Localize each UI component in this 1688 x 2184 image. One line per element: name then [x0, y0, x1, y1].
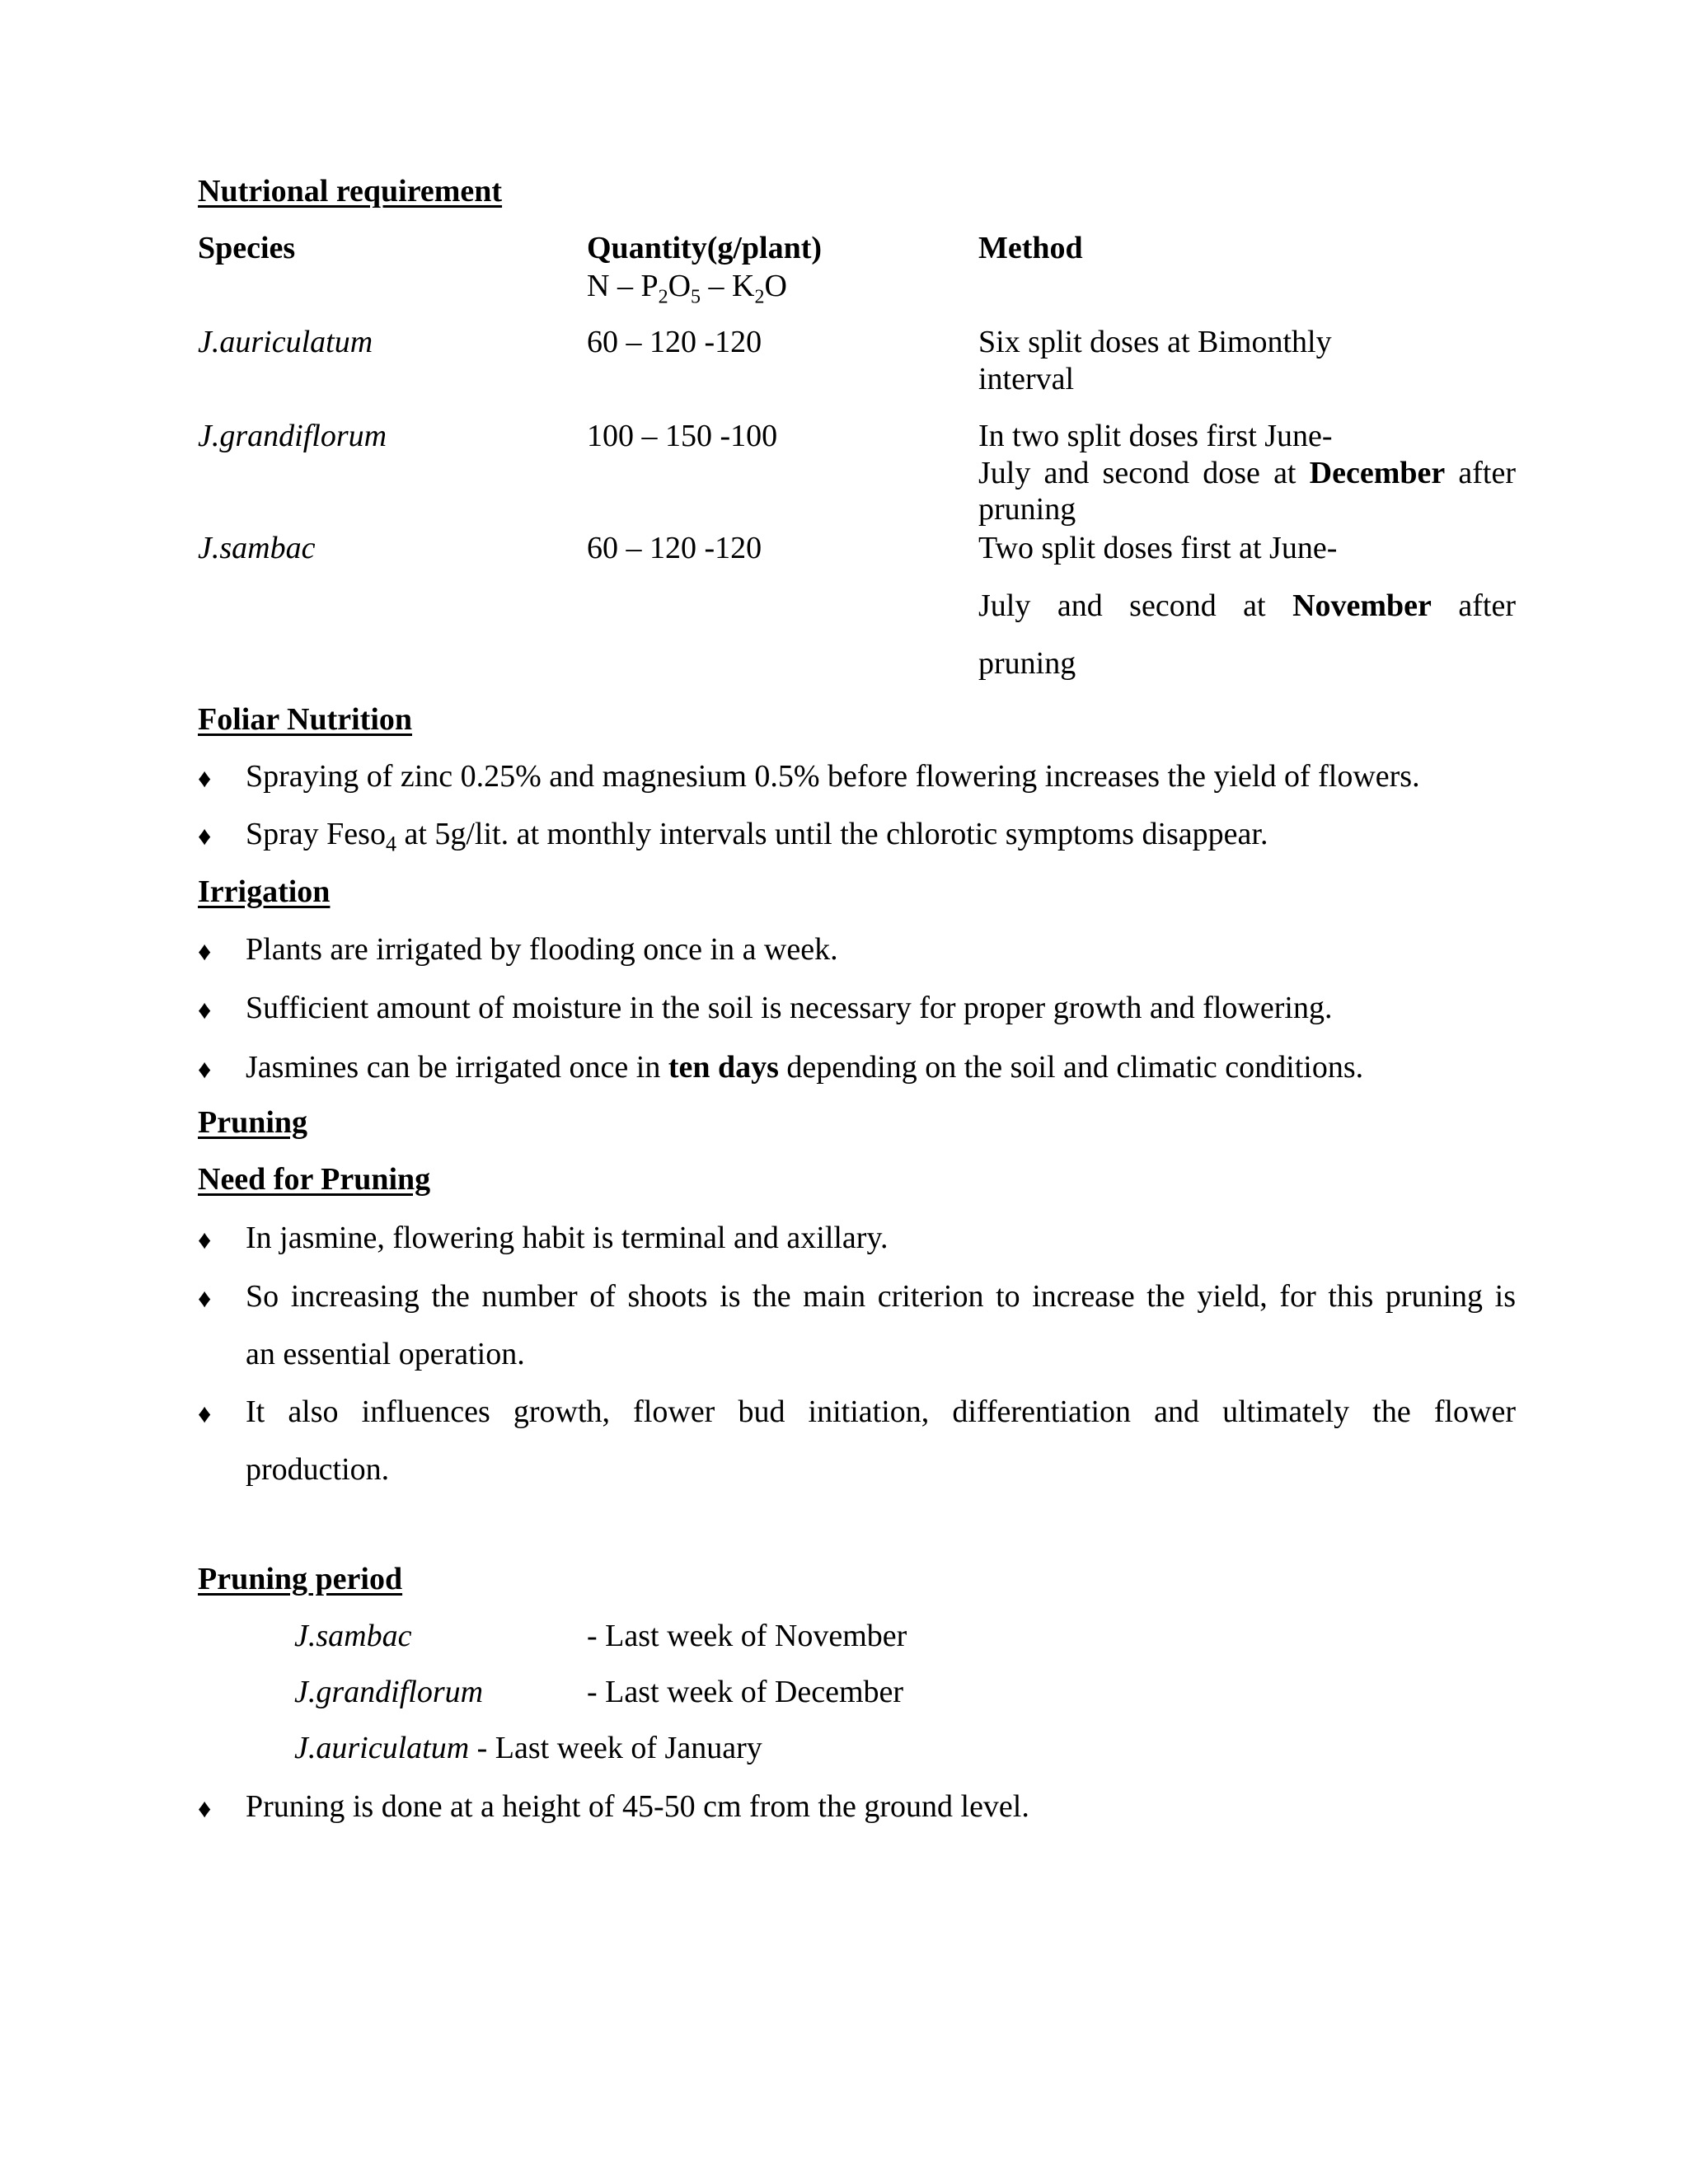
- list-item: It also influences growth, flower bud initiation, differentiation and ultimately the flower: [246, 1394, 1516, 1429]
- bullet-icon: ♦: [198, 1054, 212, 1084]
- col-quantity-formula: N – $P_2O_5 - K_2O$: [587, 269, 787, 308]
- col-quantity-header: Quantity(g/plant): [587, 231, 823, 265]
- irrigation-heading: Irrigation: [198, 874, 331, 909]
- bullet-icon: ♦: [198, 1283, 212, 1313]
- method-cell: pruning: [978, 646, 1076, 681]
- bullet-icon: ♦: [198, 995, 212, 1024]
- period-species: J.sambac: [294, 1619, 412, 1653]
- quantity-cell: 60 – 120 -120: [587, 325, 762, 359]
- method-cell: interval: [978, 362, 1075, 396]
- species-cell: J.sambac: [198, 531, 316, 565]
- list-item: Spraying of zinc 0.25% and magnesium 0.5% before flowering increases the yield of flowers.: [246, 759, 1420, 794]
- method-cell: Two split doses first at June-: [978, 531, 1338, 565]
- list-item: Sufficient amount of moisture in the soil is necessary for proper growth and flowering.: [246, 991, 1333, 1025]
- bullet-icon: ♦: [198, 1225, 212, 1254]
- list-item: In jasmine, flowering habit is terminal and axillary.: [246, 1221, 889, 1255]
- foliar-heading: Foliar Nutrition: [198, 702, 413, 737]
- method-cell: pruning: [978, 492, 1076, 527]
- quantity-cell: 60 – 120 -120: [587, 531, 762, 565]
- period-value: - Last week of December: [587, 1675, 904, 1709]
- pruning-heading: Pruning: [198, 1105, 308, 1140]
- bullet-icon: ♦: [198, 1793, 212, 1823]
- need-for-pruning-heading: Need for Pruning: [198, 1162, 431, 1197]
- pruning-period-heading: Pruning period: [198, 1562, 403, 1596]
- list-item-continuation: an essential operation.: [246, 1337, 525, 1371]
- period-value: - Last week of November: [587, 1619, 907, 1653]
- method-cell: July and second dose at December after: [978, 456, 1517, 490]
- list-item: Jasmines can be irrigated once in ten days depending on the soil and climatic conditions.: [246, 1050, 1364, 1085]
- list-item: Spray Feso$_4$ at 5g/lit. at monthly intervals until the chlorotic symptoms disappear.: [246, 817, 1268, 856]
- method-cell: Six split doses at Bimonthly: [978, 325, 1332, 359]
- bullet-icon: ♦: [198, 821, 212, 851]
- list-item: Plants are irrigated by flooding once in a week.: [246, 932, 838, 967]
- col-method-header: Method: [978, 231, 1083, 265]
- species-cell: J.grandiflorum: [198, 419, 387, 453]
- col-species-header: Species: [198, 231, 296, 265]
- list-item: So increasing the number of shoots is the main criterion to increase the yield, for this pruning is: [246, 1279, 1516, 1314]
- bullet-icon: ♦: [198, 1399, 212, 1428]
- list-item-continuation: production.: [246, 1452, 390, 1487]
- method-cell: In two split doses first June-: [978, 419, 1333, 453]
- bullet-icon: ♦: [198, 763, 212, 793]
- bullet-icon: ♦: [198, 936, 212, 966]
- period-species: J.grandiflorum: [294, 1675, 484, 1709]
- quantity-cell: 100 – 150 -100: [587, 419, 778, 453]
- species-cell: J.auriculatum: [198, 325, 373, 359]
- list-item: Pruning is done at a height of 45-50 cm from the ground level.: [246, 1789, 1029, 1824]
- method-cell: July and second at November after: [978, 588, 1516, 623]
- period-row: J.auriculatum - Last week of January: [294, 1731, 762, 1765]
- nutrition-heading: Nutrional requirement: [198, 174, 503, 209]
